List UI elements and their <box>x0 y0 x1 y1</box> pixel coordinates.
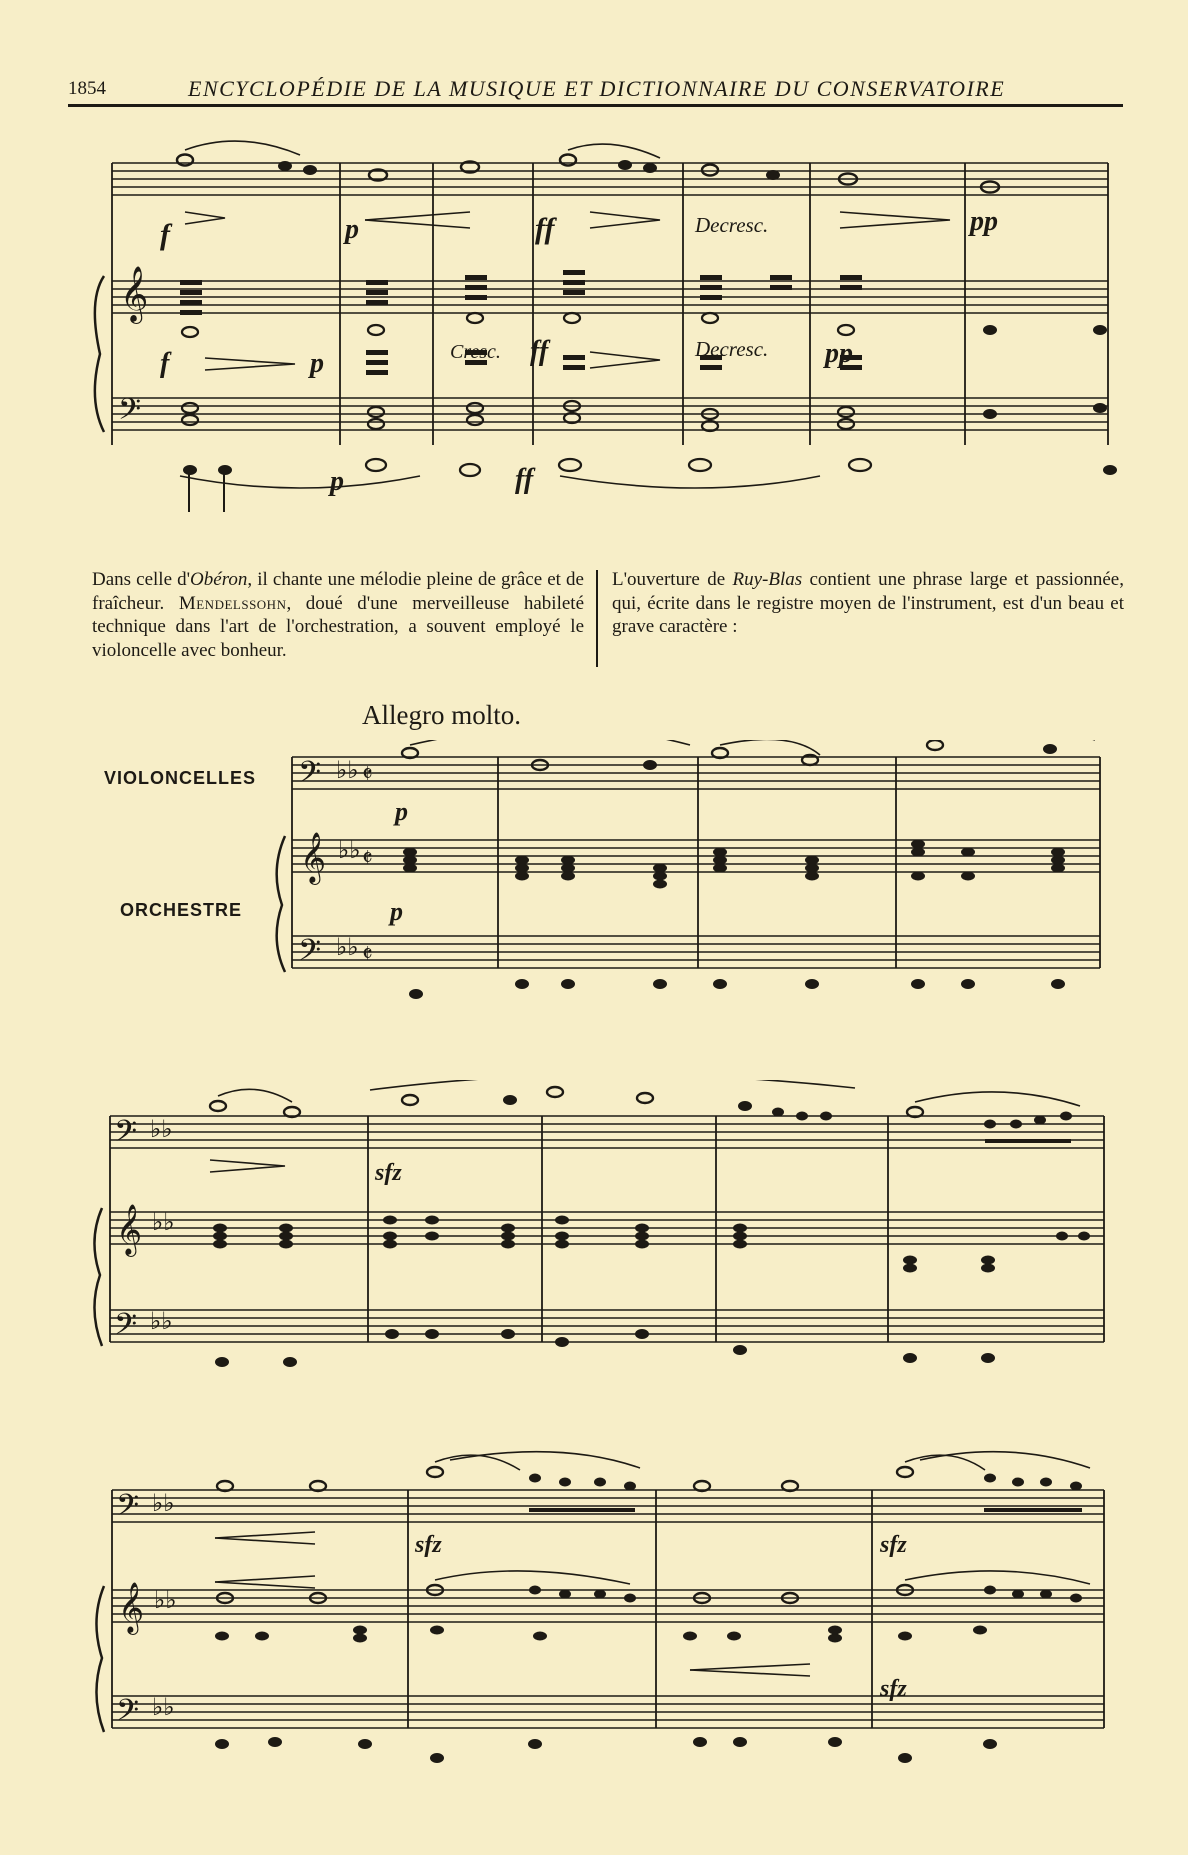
svg-text:♭♭: ♭♭ <box>150 1115 173 1143</box>
dyn-cresc-1: Cresc. <box>450 341 501 363</box>
score-system-2 <box>0 740 1188 1010</box>
score-system-1 <box>0 140 1188 520</box>
svg-text:𝄢: 𝄢 <box>298 934 322 975</box>
running-title: ENCYCLOPÉDIE DE LA MUSIQUE ET DICTIONNAIRE DU CONSERVATOIRE <box>188 76 1006 101</box>
dyn-p-1: p <box>345 214 359 245</box>
dyn-sfz-2: sfz <box>415 1532 442 1558</box>
dyn-ff-2: ff <box>530 336 549 367</box>
dyn-pp-2: pp <box>825 338 853 369</box>
svg-text:𝄢: 𝄢 <box>298 756 322 797</box>
svg-text:𝄞: 𝄞 <box>118 1582 145 1633</box>
tempo-marking: Allegro molto. <box>362 700 521 730</box>
dyn-decresc-2: Decresc. <box>695 337 769 361</box>
svg-text:♭♭: ♭♭ <box>152 1693 175 1721</box>
svg-text:♭♭: ♭♭ <box>338 836 361 864</box>
dyn-p-4: p <box>395 797 408 826</box>
svg-text:♭♭: ♭♭ <box>152 1208 175 1236</box>
label-violoncelles: VIOLONCELLES <box>104 768 257 788</box>
svg-text:𝄞: 𝄞 <box>116 1204 143 1255</box>
dyn-ff-1: ff <box>535 212 555 245</box>
dyn-p-5: p <box>390 897 403 926</box>
dyn-p-2: p <box>310 348 324 379</box>
paragraph-left: Dans celle d'Obéron, il chante une mélodie pleine de grâce et de fraîcheur. Mendelssohn, doué d'une merveilleuse habileté technique dans l'art de l'orchestration, a souvent employé le violoncelle avec bonheur. <box>92 569 585 661</box>
dyn-pp-1: pp <box>970 206 998 237</box>
column-divider <box>596 570 598 667</box>
svg-text:𝄢: 𝄢 <box>114 1115 138 1156</box>
dyn-f-1: f <box>160 218 170 251</box>
svg-text:𝄵: 𝄵 <box>362 760 373 788</box>
svg-text:♭♭: ♭♭ <box>150 1307 173 1335</box>
score-system-3 <box>0 1080 1188 1390</box>
svg-text:♭♭: ♭♭ <box>336 756 359 784</box>
dyn-sfz-3: sfz <box>880 1532 907 1558</box>
svg-text:♭♭: ♭♭ <box>154 1586 177 1614</box>
score-system-4 <box>0 1445 1188 1775</box>
page-header <box>68 74 1123 104</box>
svg-text:♭♭: ♭♭ <box>152 1489 175 1517</box>
dyn-f-2: f <box>160 348 170 379</box>
svg-text:𝄵: 𝄵 <box>362 940 373 968</box>
svg-text:𝄞: 𝄞 <box>300 832 327 883</box>
svg-text:𝄢: 𝄢 <box>116 1489 140 1530</box>
dyn-sfz-1: sfz <box>375 1160 402 1186</box>
dyn-ff-3: ff <box>515 464 534 495</box>
svg-text:𝄢: 𝄢 <box>116 1694 140 1735</box>
dyn-p-3: p <box>330 466 344 497</box>
svg-text:𝄢: 𝄢 <box>118 393 142 434</box>
dyn-decresc-1: Decresc. <box>695 213 769 237</box>
dyn-sfz-4: sfz <box>880 1676 907 1702</box>
page-number: 1854 <box>68 78 106 99</box>
svg-text:♭♭: ♭♭ <box>336 933 359 961</box>
label-orchestre: ORCHESTRE <box>120 900 243 920</box>
paragraph-right: L'ouverture de Ruy-Blas contient une phrase large et passionnée, qui, écrite dans le registre moyen de l'instrument, est d'un beau et grave caractère : <box>612 569 1124 637</box>
svg-text:𝄞: 𝄞 <box>120 266 149 322</box>
header-rule <box>68 104 1123 107</box>
svg-text:𝄵: 𝄵 <box>362 844 373 872</box>
svg-text:𝄢: 𝄢 <box>114 1308 138 1349</box>
